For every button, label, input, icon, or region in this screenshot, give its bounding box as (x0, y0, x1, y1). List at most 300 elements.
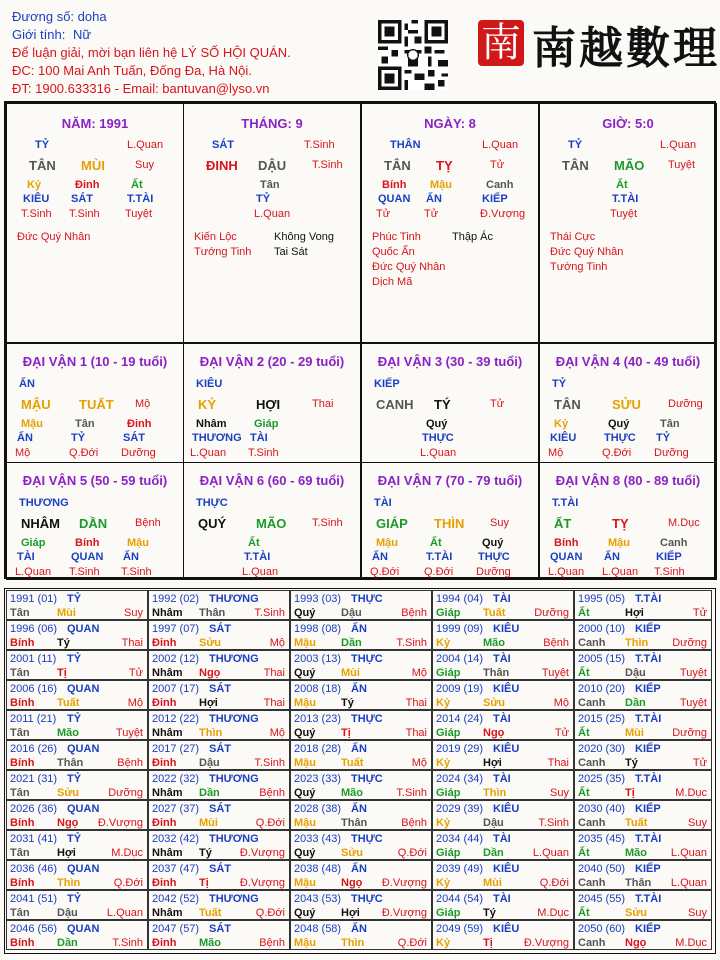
year-stem: Canh (578, 697, 606, 709)
year-stem: Tân (10, 607, 30, 619)
pillar-relation: TỶ (35, 139, 50, 151)
year-stem: Kỷ (436, 757, 451, 769)
pillar-title: NGÀY: 8 (424, 116, 476, 131)
year-cell (432, 740, 574, 770)
year-label: 2033 (43) (294, 833, 342, 845)
spirit-star: Đức Quý Nhân (372, 261, 446, 273)
year-label: 2007 (17) (152, 683, 200, 695)
pillar-stem: TÂN (29, 158, 56, 173)
daivan-relation: THƯƠNG (19, 497, 69, 509)
year-stage: Dưỡng (108, 787, 143, 799)
year-relation: THỰC (351, 713, 383, 725)
year-cell (148, 650, 290, 680)
year-stage: Bệnh (259, 937, 285, 949)
hidden-stage: L.Quan (190, 447, 227, 459)
year-label: 2006 (16) (10, 683, 58, 695)
pillar-stage: L.Quan (482, 139, 519, 151)
year-stem: Đinh (152, 757, 177, 769)
year-relation: QUAN (67, 923, 100, 935)
pillar-relation: TỶ (568, 139, 583, 151)
pillar-star: Tử (490, 159, 505, 171)
daivan-branch: SỬU (612, 397, 641, 412)
hidden-stage: Dưỡng (476, 566, 511, 578)
hidden-stem: Giáp (21, 537, 46, 549)
year-cell (574, 830, 712, 860)
daivan-title: ĐẠI VẬN 8 (80 - 89 tuổi) (555, 473, 701, 488)
daivan-title: ĐẠI VẬN 1 (10 - 19 tuổi) (22, 354, 168, 369)
year-label: 2048 (58) (294, 923, 342, 935)
year-branch: Thân (57, 757, 84, 769)
hidden-relation: THỰC (422, 432, 454, 444)
year-label: 2010 (20) (578, 683, 626, 695)
daivan-cell (183, 343, 361, 463)
daivan-relation: THỰC (196, 497, 228, 509)
hidden-stem: Bính (75, 537, 100, 549)
year-branch: Dần (625, 697, 646, 709)
year-stem: Giáp (436, 727, 461, 739)
daivan-branch: HỢI (256, 397, 281, 412)
year-label: 2029 (39) (436, 803, 484, 815)
spirit-star: Tai Sát (274, 246, 308, 258)
year-cell (6, 650, 148, 680)
year-cell (148, 620, 290, 650)
year-stem: Đinh (152, 877, 177, 889)
year-cell (432, 800, 574, 830)
year-cell (432, 860, 574, 890)
year-label: 2011 (21) (10, 713, 57, 725)
hidden-stage: Mộ (548, 447, 564, 459)
year-stage: T.Sinh (254, 607, 285, 619)
logo-seal-icon: 南 (478, 20, 524, 66)
year-stem: Giáp (436, 847, 461, 859)
hidden-relation: ẤN (604, 551, 620, 563)
year-cell (574, 590, 712, 620)
year-stage: Đ.Vượng (381, 877, 427, 889)
hidden-relation: QUAN (71, 551, 104, 563)
year-stage: Đ.Vượng (97, 817, 143, 829)
year-cell (6, 860, 148, 890)
daivan-title: ĐẠI VẬN 7 (70 - 79 tuổi) (377, 473, 523, 488)
hidden-stem: Tân (260, 179, 280, 191)
year-stage: M.Dục (675, 937, 707, 949)
daivan-title: ĐẠI VẬN 4 (40 - 49 tuổi) (555, 354, 701, 369)
hidden-relation: T.TÀI (244, 551, 271, 563)
year-branch: Hợi (341, 907, 360, 919)
year-stem: Tân (10, 667, 30, 679)
year-cell (6, 680, 148, 710)
year-label: 1997 (07) (152, 623, 200, 635)
year-cell (290, 740, 432, 770)
hidden-stage: T.Sinh (121, 566, 152, 578)
year-label: 2004 (14) (436, 653, 484, 665)
pillar-stem: TÂN (384, 158, 411, 173)
hidden-stage: T.Sinh (21, 208, 52, 220)
year-stage: Suy (688, 907, 707, 919)
year-stage: Tử (128, 667, 143, 679)
year-branch: Sửu (57, 787, 80, 799)
year-stem: Nhâm (152, 787, 183, 799)
year-relation: T.TÀI (635, 593, 662, 605)
year-stage: Q.Đới (397, 937, 427, 949)
spirit-star: Tướng Tinh (194, 246, 252, 258)
year-stem: Quý (294, 847, 316, 859)
year-stem: Nhâm (152, 727, 183, 739)
spirit-star: Dịch Mã (372, 276, 413, 288)
year-stage: Q.Đới (255, 907, 285, 919)
hidden-relation: THỰC (478, 551, 510, 563)
year-stage: Thai (405, 697, 427, 709)
year-stem: Mậu (294, 757, 316, 769)
year-branch: Mão (625, 847, 647, 859)
year-cell (6, 920, 148, 950)
hidden-stem: Bính (382, 179, 407, 191)
year-relation: SÁT (209, 923, 231, 935)
year-stem: Bính (10, 637, 35, 649)
year-cell (148, 860, 290, 890)
year-branch: Dần (57, 937, 78, 949)
daivan-star: Thai (312, 398, 334, 410)
year-stage: T.Sinh (396, 787, 427, 799)
year-cell (148, 830, 290, 860)
logo-text: 南越數理 (532, 23, 720, 74)
year-relation: THỰC (351, 773, 383, 785)
hidden-stem: Tân (75, 418, 95, 430)
year-stage: Q.Đới (397, 847, 427, 859)
year-stem: Giáp (436, 607, 461, 619)
year-cell (6, 890, 148, 920)
year-stem: Tân (10, 847, 30, 859)
year-stem: Bính (10, 697, 35, 709)
year-stage: Dưỡng (672, 727, 707, 739)
year-stage: Mộ (411, 667, 427, 679)
hidden-stage: L.Quan (15, 566, 52, 578)
daivan-star: T.Sinh (312, 517, 343, 529)
hidden-stem: Canh (660, 537, 688, 549)
year-label: 1993 (03) (294, 593, 342, 605)
year-relation: KIẾP (635, 743, 661, 755)
year-relation: T.TÀI (635, 713, 662, 725)
year-relation: QUAN (67, 743, 100, 755)
year-branch: Tuất (625, 817, 648, 829)
annual-luck-table (4, 588, 716, 954)
hidden-relation: KIẾP (482, 193, 508, 205)
year-relation: THƯƠNG (209, 893, 259, 905)
year-stem: Kỷ (436, 937, 451, 949)
spirit-star: Tướng Tinh (550, 261, 608, 273)
hidden-stem: Ất (430, 537, 442, 549)
hidden-stem: Canh (486, 179, 514, 191)
year-cell (148, 590, 290, 620)
year-stem: Bính (10, 877, 35, 889)
year-stem: Ất (578, 667, 590, 679)
hidden-relation: TỶ (256, 193, 271, 205)
year-label: 2002 (12) (152, 653, 200, 665)
year-stem: Ất (578, 847, 590, 859)
daivan-cell (361, 343, 539, 463)
daivan-stem: QUÝ (198, 516, 227, 531)
daivan-cell (6, 343, 184, 463)
daivan-star: Bệnh (135, 517, 161, 529)
year-stem: Ất (578, 607, 590, 619)
year-relation: KIẾP (635, 803, 661, 815)
year-branch: Mùi (625, 727, 644, 739)
daivan-star: Tử (490, 398, 505, 410)
year-stage: Tuyệt (679, 667, 707, 679)
year-relation: KIẾP (635, 923, 661, 935)
year-relation: T.TÀI (635, 893, 662, 905)
year-cell (148, 770, 290, 800)
year-label: 2022 (32) (152, 773, 200, 785)
year-cell (574, 680, 712, 710)
year-stage: T.Sinh (254, 757, 285, 769)
year-branch: Tuất (341, 757, 364, 769)
pillar-stem: ĐINH (206, 158, 238, 173)
daivan-branch: TỴ (612, 516, 629, 531)
year-cell (432, 620, 574, 650)
year-label: 2014 (24) (436, 713, 484, 725)
pillar-star: Tuyệt (668, 159, 696, 171)
year-stage: Q.Đới (255, 817, 285, 829)
hidden-relation: TÀI (250, 432, 268, 444)
year-relation: TỶ (67, 773, 82, 785)
year-branch: Ngọ (625, 937, 647, 949)
year-cell (6, 830, 148, 860)
year-stem: Quý (294, 727, 316, 739)
year-label: 2047 (57) (152, 923, 200, 935)
hidden-stage: T.Sinh (69, 566, 100, 578)
contact-address: ĐC: 100 Mai Anh Tuấn, Đống Đa, Hà Nội. (12, 63, 252, 78)
hidden-relation: QUAN (378, 193, 411, 205)
year-branch: Sửu (625, 907, 648, 919)
year-relation: TÀI (493, 833, 511, 845)
hidden-stem: Tân (660, 418, 680, 430)
daivan-star: Dưỡng (668, 398, 703, 410)
year-cell (148, 920, 290, 950)
year-stage: L.Quan (670, 847, 707, 859)
hidden-stem: Kỷ (554, 418, 569, 430)
year-relation: TÀI (493, 653, 511, 665)
year-label: 1995 (05) (578, 593, 626, 605)
year-stem: Quý (294, 607, 316, 619)
chart-header (12, 8, 291, 98)
hidden-relation: ẤN (372, 551, 388, 563)
year-relation: SÁT (209, 623, 231, 635)
year-cell (290, 650, 432, 680)
year-branch: Mão (57, 727, 79, 739)
hidden-relation: T.TÀI (612, 193, 639, 205)
year-stage: Đ.Vượng (239, 847, 285, 859)
year-stem: Nhâm (152, 847, 183, 859)
year-stage: Mộ (269, 727, 285, 739)
year-relation: QUAN (67, 863, 100, 875)
year-branch: Thìn (483, 787, 507, 799)
year-label: 2020 (30) (578, 743, 626, 755)
year-stage: Mộ (269, 637, 285, 649)
hidden-stem: Bính (554, 537, 579, 549)
year-relation: ẤN (351, 923, 367, 935)
year-relation: ẤN (351, 743, 367, 755)
hidden-stage: L.Quan (602, 566, 639, 578)
year-cell (432, 590, 574, 620)
year-stem: Nhâm (152, 907, 183, 919)
year-relation: KIẾP (635, 623, 661, 635)
year-label: 2025 (35) (578, 773, 626, 785)
daivan-title: ĐẠI VẬN 5 (50 - 59 tuổi) (22, 473, 168, 488)
year-label: 2036 (46) (10, 863, 58, 875)
year-stem: Tân (10, 907, 30, 919)
year-stage: Đ.Vượng (523, 937, 569, 949)
hidden-relation: SÁT (123, 432, 145, 444)
year-stage: Dưỡng (672, 637, 707, 649)
pillar-star: Suy (135, 159, 154, 171)
pillar-title: GIỜ: 5:0 (602, 116, 654, 131)
year-cell (574, 620, 712, 650)
year-stem: Mậu (294, 637, 316, 649)
year-cell (290, 770, 432, 800)
year-cell (6, 800, 148, 830)
year-label: 2038 (48) (294, 863, 342, 875)
year-relation: ẤN (351, 683, 367, 695)
year-cell (432, 680, 574, 710)
daivan-relation: ẤN (19, 378, 35, 390)
year-stem: Nhâm (152, 607, 183, 619)
pillar-branch: TỴ (436, 158, 453, 173)
year-cell (574, 860, 712, 890)
hidden-relation: THƯƠNG (192, 432, 242, 444)
year-relation: KIẾP (635, 863, 661, 875)
daivan-relation: T.TÀI (552, 497, 579, 509)
year-stage: Bệnh (543, 637, 569, 649)
year-relation: THỰC (351, 653, 383, 665)
daivan-star: Suy (490, 517, 509, 529)
year-relation: TÀI (493, 773, 511, 785)
year-stem: Kỷ (436, 697, 451, 709)
spirit-star: Đức Quý Nhân (550, 246, 624, 258)
hidden-stem: Mậu (127, 537, 149, 549)
daivan-cell (183, 462, 361, 580)
year-relation: TỶ (67, 713, 82, 725)
hidden-stem: Mậu (430, 179, 452, 191)
hidden-relation: TỶ (656, 432, 671, 444)
year-stage: Mộ (411, 757, 427, 769)
daivan-branch: MÃO (256, 516, 287, 531)
year-label: 2039 (49) (436, 863, 484, 875)
year-branch: Thân (199, 607, 226, 619)
year-relation: ẤN (351, 803, 367, 815)
year-relation: THỰC (351, 893, 383, 905)
year-cell (6, 710, 148, 740)
daivan-cell (6, 462, 184, 580)
year-relation: SÁT (209, 863, 231, 875)
year-stage: Mộ (553, 697, 569, 709)
year-label: 2042 (52) (152, 893, 200, 905)
year-stage: Thai (263, 697, 285, 709)
year-branch: Mùi (483, 877, 502, 889)
year-label: 2049 (59) (436, 923, 484, 935)
pillar-relation: SÁT (212, 139, 234, 151)
year-branch: Sửu (199, 637, 222, 649)
daivan-branch: TUẤT (79, 397, 114, 412)
year-stem: Mậu (294, 937, 316, 949)
year-cell (432, 920, 574, 950)
daivan-branch: TÝ (434, 397, 451, 412)
year-branch: Ngọ (483, 727, 505, 739)
year-label: 2021 (31) (10, 773, 58, 785)
year-branch: Mão (483, 637, 505, 649)
spirit-star: Thập Ác (452, 231, 493, 243)
year-label: 2027 (37) (152, 803, 200, 815)
year-stem: Nhâm (152, 667, 183, 679)
year-relation: TÀI (493, 893, 511, 905)
year-cell (148, 890, 290, 920)
year-stage: M.Dục (675, 787, 707, 799)
year-relation: TỶ (67, 593, 82, 605)
year-stage: Suy (688, 817, 707, 829)
year-label: 2008 (18) (294, 683, 342, 695)
year-branch: Dậu (199, 757, 220, 769)
year-label: 1994 (04) (436, 593, 484, 605)
gender-row (12, 26, 291, 44)
year-label: 2043 (53) (294, 893, 342, 905)
year-stage: T.Sinh (538, 817, 569, 829)
hidden-stem: Mậu (21, 418, 43, 430)
year-label: 2016 (26) (10, 743, 58, 755)
year-label: 2005 (15) (578, 653, 626, 665)
year-branch: Mão (199, 937, 221, 949)
year-relation: THƯƠNG (209, 773, 259, 785)
daivan-stem: TÂN (554, 397, 581, 412)
year-stem: Quý (294, 667, 316, 679)
pillar-stage: L.Quan (127, 139, 164, 151)
year-branch: Dậu (625, 667, 646, 679)
year-label: 2032 (42) (152, 833, 200, 845)
hidden-stage: T.Sinh (654, 566, 685, 578)
year-cell (574, 920, 712, 950)
spirit-star: Phúc Tinh (372, 231, 421, 243)
year-label: 2030 (40) (578, 803, 626, 815)
hidden-stem: Ất (248, 537, 260, 549)
contact-invite: Để luận giải, mời bạn liên hệ LÝ SỐ HỘI QUÁN. (12, 45, 291, 60)
year-cell (432, 830, 574, 860)
year-stage: Thai (405, 727, 427, 739)
daivan-stem: MẬU (21, 397, 51, 412)
hidden-relation: T.TÀI (127, 193, 154, 205)
year-stage: Thai (263, 667, 285, 679)
hidden-stem: Đinh (127, 418, 152, 430)
year-cell (290, 890, 432, 920)
year-relation: THƯƠNG (209, 593, 259, 605)
year-branch: Hợi (57, 847, 76, 859)
year-relation: KIÊU (493, 923, 520, 935)
year-stage: Đ.Vượng (381, 907, 427, 919)
year-stage: Tuyệt (115, 727, 143, 739)
year-label: 2001 (11) (10, 653, 57, 665)
year-stage: Đ.Vượng (239, 877, 285, 889)
year-relation: KIÊU (493, 683, 520, 695)
hidden-relation: ẤN (17, 432, 33, 444)
hidden-stage: Q.Đới (370, 566, 400, 578)
year-stage: Q.Đới (539, 877, 569, 889)
daivan-star: M.Dục (668, 517, 700, 529)
hidden-relation: SÁT (71, 193, 93, 205)
year-branch: Tị (483, 937, 493, 949)
hidden-stem: Nhâm (196, 418, 227, 430)
year-branch: Dậu (57, 907, 78, 919)
hidden-stem: Đinh (75, 179, 100, 191)
year-label: 2034 (44) (436, 833, 484, 845)
year-stage: Tuyệt (679, 697, 707, 709)
year-cell (6, 620, 148, 650)
